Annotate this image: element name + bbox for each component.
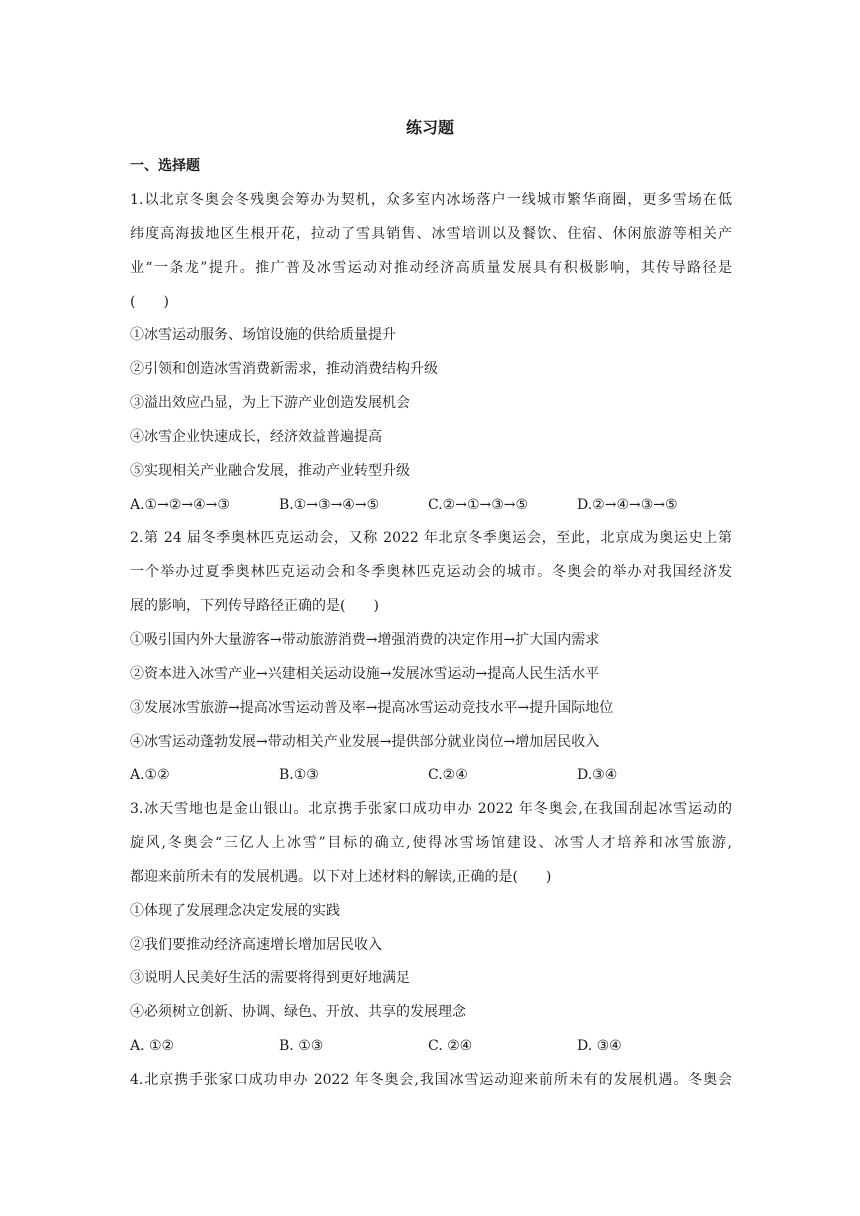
statement-item: ②我们要推动经济高速增长增加居民收入 [130,936,382,953]
answer-option-c: C.②④ [428,767,468,784]
answer-option-d: D.③④ [577,767,618,784]
question-text-line: 展的影响，下列传导路径正确的是( ) [130,598,379,615]
answer-option-b: B.①→③→④→⑤ [279,496,380,513]
question-list [130,184,732,1098]
question-text-line: 都迎来前所未有的发展机遇。以下对上述材料的解读,正确的是( ) [130,868,552,885]
answer-option-a: A.①→②→④→③ [130,496,230,513]
question-text-line: 4.北京携手张家口成功申办 2022 年冬奥会,我国冰雪运动迎来前所未有的发展机遇。冬奥会 [130,1071,732,1088]
question-3 [130,793,732,1064]
answer-option-d: D.②→④→③→⑤ [577,496,678,513]
question-text-line: 3.冰天雪地也是金山银山。北京携手张家口成功申办 2022 年冬奥会,在我国刮起冰雪运动的 [130,801,732,818]
question-text-line: 1.以北京冬奥会冬残奥会筹办为契机，众多室内冰场落户一线城市繁华商圈，更多雪场在低 [130,192,732,208]
answer-option-a: A. ①② [130,1038,175,1055]
question-text-line: 2.第 24 届冬季奥林匹克运动会，又称 2022 年北京冬季奥运会，至此，北京成为奥运史上第 [130,530,732,547]
statement-item: ③溢出效应凸显，为上下游产业创造发展机会 [130,395,410,412]
answer-option-a: A.①② [130,767,170,784]
question-4 [130,1064,732,1098]
statement-item: ①体现了发展理念决定发展的实践 [130,902,340,919]
statement-item: ④冰雪运动蓬勃发展→带动相关产业发展→提供部分就业岗位→增加居民收入 [130,733,600,750]
question-text-line: 纬度高海拔地区生根开花，拉动了雪具销售、冰雪培训以及餐饮、住宿、休闲旅游等相关产 [130,225,732,242]
answer-option-d: D. ③④ [577,1038,622,1055]
statement-item: ③说明人民美好生活的需要将得到更好地满足 [130,970,410,987]
section-heading: 一、选择题 [130,158,200,174]
question-2 [130,522,732,793]
statement-item: ②资本进入冰雪产业→兴建相关运动设施→发展冰雪运动→提高人民生活水平 [130,665,600,682]
statement-item: ④必须树立创新、协调、绿色、开放、共享的发展理念 [130,1004,466,1021]
answer-option-c: C.②→①→③→⑤ [428,496,529,513]
question-text-line: 业“一条龙”提升。推广普及冰雪运动对推动经济高质量发展具有积极影响，其传导路径是 [130,259,732,276]
statement-item: ②引领和创造冰雪消费新需求，推动消费结构升级 [130,361,438,378]
question-text-line: 一个举办过夏季奥林匹克运动会和冬季奥林匹克运动会的城市。冬奥会的举办对我国经济发 [130,564,732,581]
statement-item: ①吸引国内外大量游客→带动旅游消费→增强消费的决定作用→扩大国内需求 [130,631,600,648]
statement-item: ③发展冰雪旅游→提高冰雪运动普及率→提高冰雪运动竞技水平→提升国际地位 [130,699,614,716]
page-title: 练习题 [405,118,454,137]
question-text-line: ( ) [130,293,169,310]
statement-item: ④冰雪企业快速成长，经济效益普遍提高 [130,428,382,445]
answer-option-b: B.①③ [279,767,319,784]
answer-options [130,1030,732,1064]
question-text-line: 旋风,冬奥会“三亿人上冰雪”目标的确立,使得冰雪场馆建设、冰雪人才培养和冰雪旅游, [130,835,732,852]
statement-item: ①冰雪运动服务、场馆设施的供给质量提升 [130,327,396,344]
statement-item: ⑤实现相关产业融合发展，推动产业转型升级 [130,462,410,479]
answer-options [130,489,732,523]
answer-options [130,759,732,793]
answer-option-c: C. ②④ [428,1038,473,1055]
question-1 [130,184,732,522]
answer-option-b: B. ①③ [279,1038,324,1055]
